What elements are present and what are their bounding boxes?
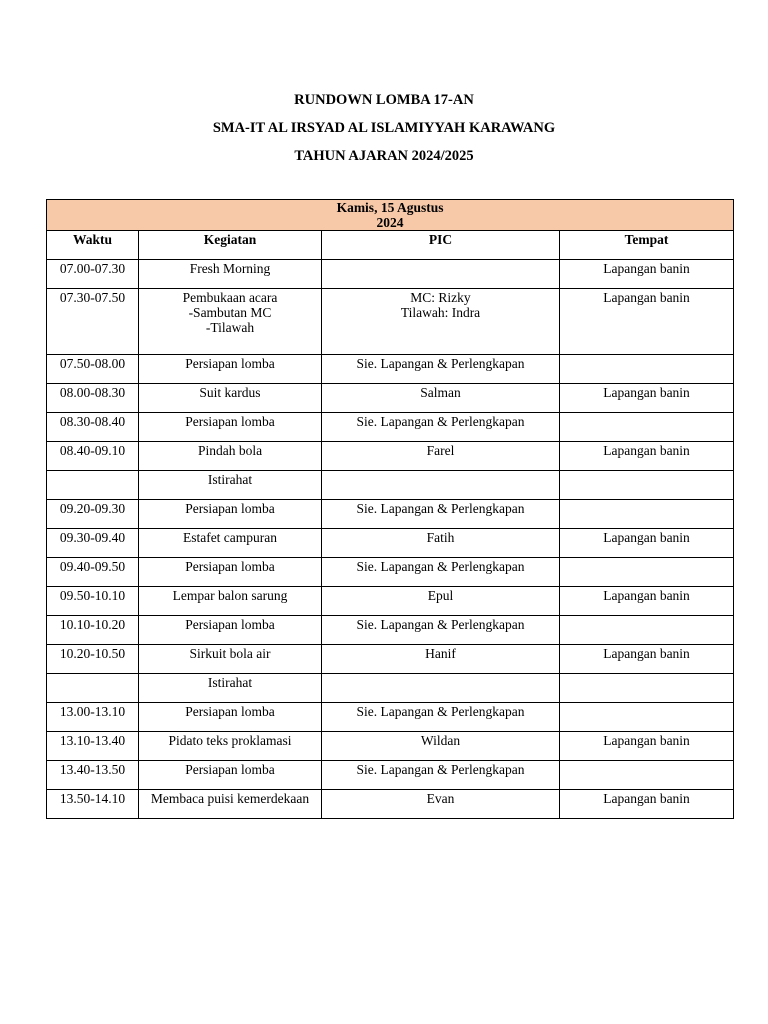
kegiatan-line: -Sambutan MC <box>188 305 272 320</box>
cell-kegiatan <box>139 732 322 761</box>
cell-waktu: 13.50-14.10 <box>47 790 139 819</box>
table-row <box>47 616 734 645</box>
table-row <box>47 500 734 529</box>
cell-pic <box>322 500 560 529</box>
cell-kegiatan <box>139 500 322 529</box>
cell-tempat: Lapangan banin <box>560 442 734 471</box>
cell-pic <box>322 761 560 790</box>
cell-kegiatan <box>139 761 322 790</box>
pic-line: Sie. Lapangan & Perlengkapan <box>356 617 525 632</box>
kegiatan-line: Pembukaan acara <box>182 290 278 305</box>
pic-line: Evan <box>426 791 455 806</box>
pic-line: Sie. Lapangan & Perlengkapan <box>356 501 525 516</box>
rundown-table-body <box>47 260 734 819</box>
date-header-row <box>47 200 734 231</box>
cell-kegiatan <box>139 289 322 355</box>
cell-kegiatan <box>139 587 322 616</box>
column-header-pic: PIC <box>322 231 560 260</box>
document-title: RUNDOWN LOMBA 17-AN <box>294 92 474 108</box>
cell-tempat <box>560 413 734 442</box>
cell-tempat: Lapangan banin <box>560 587 734 616</box>
table-row <box>47 732 734 761</box>
academic-year: TAHUN AJARAN 2024/2025 <box>294 148 474 164</box>
cell-tempat: Lapangan banin <box>560 732 734 761</box>
table-row <box>47 703 734 732</box>
kegiatan-line: Persiapan lomba <box>185 762 275 777</box>
table-row <box>47 761 734 790</box>
cell-pic <box>322 355 560 384</box>
cell-pic <box>322 471 560 500</box>
pic-line: Sie. Lapangan & Perlengkapan <box>356 704 525 719</box>
cell-waktu: 08.40-09.10 <box>47 442 139 471</box>
cell-tempat <box>560 558 734 587</box>
table-row <box>47 260 734 289</box>
kegiatan-line: Estafet campuran <box>182 530 278 545</box>
cell-tempat <box>560 500 734 529</box>
pic-line: Wildan <box>420 733 461 748</box>
cell-kegiatan <box>139 558 322 587</box>
cell-waktu: 10.10-10.20 <box>47 616 139 645</box>
kegiatan-line: Pindah bola <box>197 443 263 458</box>
cell-kegiatan <box>139 355 322 384</box>
cell-kegiatan <box>139 384 322 413</box>
cell-waktu <box>47 471 139 500</box>
pic-line: Epul <box>427 588 454 603</box>
school-name: SMA-IT AL IRSYAD AL ISLAMIYYAH KARAWANG <box>212 120 556 136</box>
pic-line: MC: Rizky <box>410 290 471 305</box>
cell-tempat: Lapangan banin <box>560 260 734 289</box>
date-header-cell <box>47 200 734 231</box>
pic-line: Tilawah: Indra <box>400 305 481 320</box>
column-header-waktu: Waktu <box>47 231 139 260</box>
date-header-line: Kamis, 15 Agustus <box>336 200 444 215</box>
table-row <box>47 413 734 442</box>
cell-pic <box>322 732 560 761</box>
cell-waktu: 13.40-13.50 <box>47 761 139 790</box>
table-row <box>47 674 734 703</box>
cell-kegiatan <box>139 413 322 442</box>
kegiatan-line: Suit kardus <box>199 385 261 400</box>
cell-pic <box>322 587 560 616</box>
cell-pic <box>322 384 560 413</box>
cell-pic <box>322 703 560 732</box>
kegiatan-line: Fresh Morning <box>189 261 271 276</box>
column-header-kegiatan: Kegiatan <box>139 231 322 260</box>
pic-line: Sie. Lapangan & Perlengkapan <box>356 356 525 371</box>
kegiatan-line: Persiapan lomba <box>185 617 275 632</box>
table-row <box>47 645 734 674</box>
cell-pic <box>322 413 560 442</box>
cell-pic <box>322 790 560 819</box>
cell-waktu: 07.30-07.50 <box>47 289 139 355</box>
table-row <box>47 587 734 616</box>
cell-tempat <box>560 761 734 790</box>
cell-tempat <box>560 355 734 384</box>
pic-line: Hanif <box>425 646 456 661</box>
table-row <box>47 790 734 819</box>
pic-line: Farel <box>426 443 455 458</box>
cell-pic <box>322 674 560 703</box>
cell-pic <box>322 645 560 674</box>
document-title-block <box>0 86 768 170</box>
cell-kegiatan <box>139 260 322 289</box>
kegiatan-line: Sirkuit bola air <box>189 646 271 661</box>
kegiatan-line: Pidato teks proklamasi <box>168 733 292 748</box>
cell-pic <box>322 442 560 471</box>
cell-kegiatan <box>139 674 322 703</box>
cell-tempat: Lapangan banin <box>560 645 734 674</box>
cell-kegiatan <box>139 645 322 674</box>
kegiatan-line: Persiapan lomba <box>185 356 275 371</box>
table-row <box>47 442 734 471</box>
pic-line: Salman <box>420 385 461 400</box>
cell-kegiatan <box>139 616 322 645</box>
cell-tempat: Lapangan banin <box>560 289 734 355</box>
cell-pic <box>322 260 560 289</box>
table-row <box>47 529 734 558</box>
cell-waktu: 09.50-10.10 <box>47 587 139 616</box>
table-row <box>47 471 734 500</box>
cell-tempat <box>560 471 734 500</box>
date-header-year: 2024 <box>376 215 404 230</box>
cell-waktu: 09.20-09.30 <box>47 500 139 529</box>
cell-waktu: 07.50-08.00 <box>47 355 139 384</box>
cell-waktu: 10.20-10.50 <box>47 645 139 674</box>
cell-pic <box>322 529 560 558</box>
cell-tempat <box>560 616 734 645</box>
cell-waktu: 07.00-07.30 <box>47 260 139 289</box>
pic-line: Sie. Lapangan & Perlengkapan <box>356 762 525 777</box>
kegiatan-line: Persiapan lomba <box>185 559 275 574</box>
kegiatan-line: Lempar balon sarung <box>172 588 288 603</box>
kegiatan-line: Istirahat <box>207 472 253 487</box>
cell-kegiatan <box>139 442 322 471</box>
cell-kegiatan <box>139 471 322 500</box>
cell-tempat: Lapangan banin <box>560 790 734 819</box>
cell-waktu: 13.10-13.40 <box>47 732 139 761</box>
cell-tempat: Lapangan banin <box>560 384 734 413</box>
cell-waktu: 09.40-09.50 <box>47 558 139 587</box>
pic-line: Fatih <box>426 530 455 545</box>
kegiatan-line: Membaca puisi kemerdekaan <box>150 791 310 806</box>
cell-waktu: 08.30-08.40 <box>47 413 139 442</box>
cell-tempat <box>560 703 734 732</box>
cell-pic <box>322 616 560 645</box>
cell-waktu: 09.30-09.40 <box>47 529 139 558</box>
cell-pic <box>322 289 560 355</box>
table-row <box>47 289 734 355</box>
cell-pic <box>322 558 560 587</box>
kegiatan-line: Persiapan lomba <box>185 414 275 429</box>
kegiatan-line: Persiapan lomba <box>185 501 275 516</box>
table-row <box>47 384 734 413</box>
column-header-row <box>47 231 734 260</box>
pic-line: Sie. Lapangan & Perlengkapan <box>356 559 525 574</box>
cell-waktu: 08.00-08.30 <box>47 384 139 413</box>
table-row <box>47 355 734 384</box>
cell-tempat: Lapangan banin <box>560 529 734 558</box>
table-row <box>47 558 734 587</box>
kegiatan-line: Persiapan lomba <box>185 704 275 719</box>
cell-kegiatan <box>139 529 322 558</box>
column-header-tempat: Tempat <box>560 231 734 260</box>
cell-waktu <box>47 674 139 703</box>
kegiatan-line: -Tilawah <box>205 320 255 335</box>
kegiatan-line: Istirahat <box>207 675 253 690</box>
cell-kegiatan <box>139 703 322 732</box>
cell-waktu: 13.00-13.10 <box>47 703 139 732</box>
pic-line: Sie. Lapangan & Perlengkapan <box>356 414 525 429</box>
rundown-table <box>46 199 734 819</box>
cell-tempat <box>560 674 734 703</box>
cell-kegiatan <box>139 790 322 819</box>
